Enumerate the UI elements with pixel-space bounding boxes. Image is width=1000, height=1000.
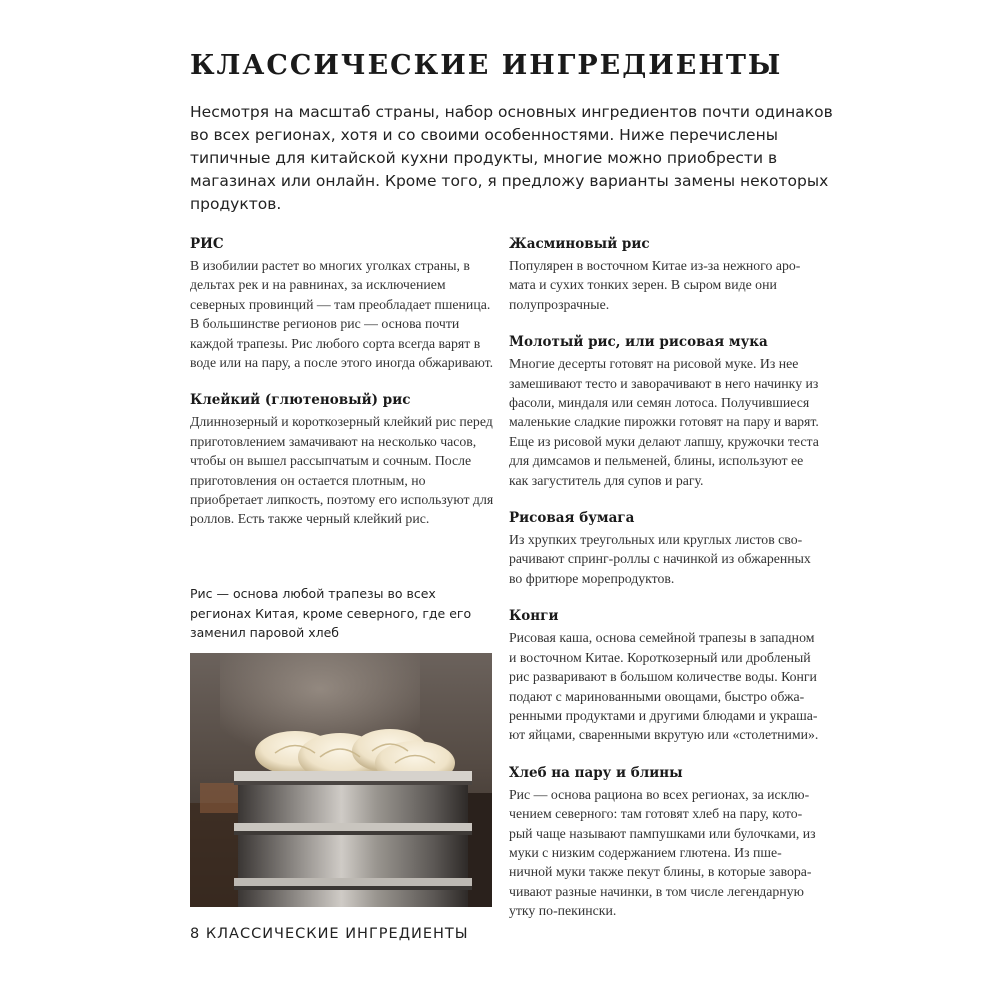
- section-congee: [509, 606, 819, 744]
- section-steamed-bread: [509, 763, 819, 921]
- section-text: Длиннозерный и короткозерный клейкий рис перед приготовлением замачивают на несколько часов, чтобы он вышел рассыпчатым и сочным. После приготовления он остается плотным, но приобретает липкость, поэтому его используют для роллов. Есть также черный клейкий рис.: [190, 414, 494, 527]
- page-number: 8: [190, 926, 201, 942]
- section-jasmine-rice: [509, 234, 819, 314]
- right-column: [509, 234, 819, 939]
- section-text: Рисовая каша, основа семейной трапезы в западном и восточном Китае. Короткозерный или дробленый рис разваривают в большом количестве воды. Конги подают с маринованными овощами, быстро обжаренными продуктами и другими блюдами и украшают яйцами, сваренными вкрутую или «столетними».: [509, 630, 819, 743]
- section-rice-flour: [509, 332, 819, 490]
- section-text: В изобилии растет во многих уголках страны, в дельтах рек и на равнинах, за исключением северных провинций — там преобладает пшеница. В большинстве регионов рис — основа почти каждой трапезы. Рис любого сорта всегда варят в воде или на пару, а после этого иногда обжаривают.: [190, 258, 494, 371]
- steamed-buns-photo: [190, 653, 492, 907]
- section-text: Рис — основа рациона во всех регионах, за исключением северного: там готовят хлеб на пару, который чаще называют пампушками или булочками, из муки с низким содержанием глютена. Из пшеничной муки также пекут блины, в которые заворачивают разные начинки, в том числе легендарную утку по-пекински.: [509, 786, 816, 919]
- section-heading: Рисовая бумага: [509, 510, 635, 527]
- section-rice: [190, 234, 500, 372]
- left-column: [190, 234, 500, 547]
- page-footer: [190, 926, 469, 942]
- section-heading: Клейкий (глютеновый) рис: [190, 392, 411, 409]
- section-text: Из хрупких треугольных или круглых листов сворачивают спринг-роллы с начинкой из обжаренных во фритюре морепродуктов.: [509, 532, 811, 586]
- section-text: Многие десерты готовят на рисовой муке. Из нее замешивают тесто и заворачивают в него начинку из фасоли, миндаля или семян лотоса. Получившиеся маленькие сладкие пирожки готовят на пару и варят. Еще из рисовой муки делают лапшу, кружочки теста для димсамов и пельменей, блины, используют ее как загуститель для супов и рагу.: [509, 356, 819, 488]
- footer-label: КЛАССИЧЕСКИЕ ИНГРЕДИЕНТЫ: [205, 926, 469, 942]
- section-glutinous-rice: [190, 390, 500, 528]
- section-heading: Конги: [509, 608, 559, 625]
- section-text: Популярен в восточном Китае из-за нежного аромата и сухих тонких зерен. В сыром виде они полупрозрачные.: [509, 258, 801, 312]
- section-heading: РИС: [190, 236, 224, 252]
- photo-caption: Рис — основа любой трапезы во всех регионах Китая, кроме северного, где его заменил паровой хлеб: [190, 586, 472, 640]
- section-heading: Молотый рис, или рисовая мука: [509, 334, 768, 351]
- section-heading: Хлеб на пару и блины: [509, 764, 683, 781]
- page-title: КЛАССИЧЕСКИЕ ИНГРЕДИЕНТЫ: [190, 50, 783, 81]
- metal-steamer: [234, 771, 472, 907]
- intro-paragraph: Несмотря на масштаб страны, набор основных ингредиентов почти одинаков во всех регионах, хотя и со своими особенностями. Ниже перечислены типичные для китайской кухни продукты, многие можно приобрести в магазинах или онлайн. Кроме того, я предложу варианты замены некоторых продуктов.: [190, 103, 833, 213]
- section-heading: Жасминовый рис: [509, 236, 650, 252]
- section-rice-paper: [509, 508, 819, 588]
